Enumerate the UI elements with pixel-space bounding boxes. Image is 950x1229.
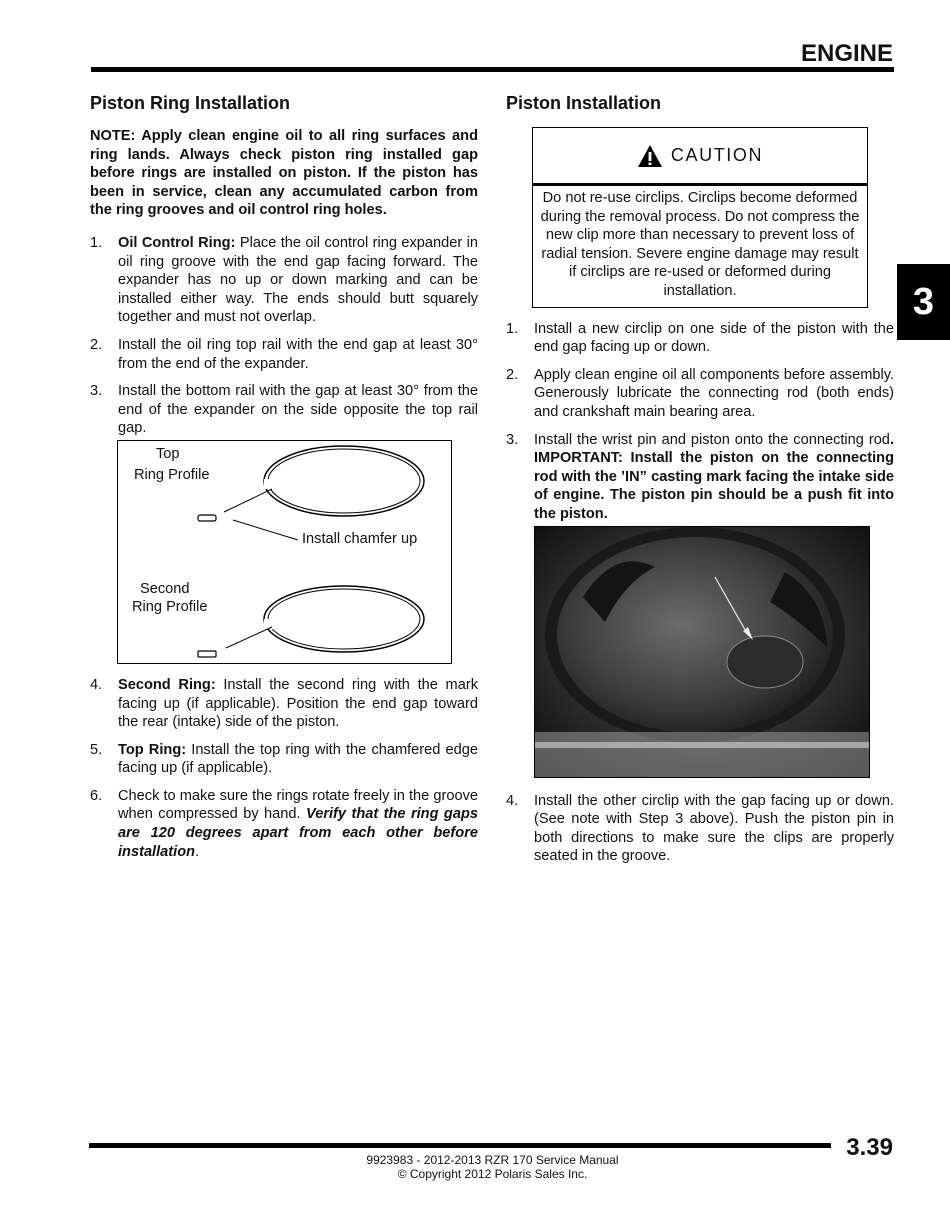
list-item: 4. Install the other circlip with the gap facing up or down. (See note with Step 3 above). Push the piston pin in both directions to make sure the clips are properly seated in the groove. — [506, 792, 894, 865]
header-rule — [91, 67, 894, 72]
footer — [200, 1153, 785, 1181]
note-paragraph: NOTE: Apply clean engine oil to all ring surfaces and ring lands. Always check piston ring installed gap before rings are installed on piston. If the piston has been in service, clean any accumulated carbon from the ring grooves and oil control ring holes. — [90, 128, 478, 219]
piston-steps-list — [506, 320, 894, 866]
list-item: 4. Second Ring: Install the second ring with the mark facing up (if applicable). Position the end gap toward the rear (intake) side of the piston. — [90, 676, 478, 731]
ring-profile-figure — [117, 440, 452, 664]
list-item: 2. Apply clean engine oil all components before assembly. Generously lubricate the connecting rod (both ends) and crankshaft main bearing area. — [506, 366, 894, 420]
footer-manual-line: 9923983 - 2012-2013 RZR 170 Service Manual — [366, 1153, 619, 1167]
caution-text: Do not re-use circlips. Circlips become deformed during the removal process. Do not compress the new clip more than necessary to prevent loss of radial tension. Severe engine damage may result if circlips are re-used or deformed during installation. — [540, 190, 860, 299]
page-number: 3.39 — [846, 1134, 893, 1161]
section-title: ENGINE — [800, 40, 893, 67]
top-label-line1: Top — [156, 445, 180, 462]
ring-steps-list-cont — [90, 676, 478, 861]
footer-copyright-line: © Copyright 2012 Polaris Sales Inc. — [397, 1167, 588, 1181]
right-column — [506, 92, 894, 875]
chapter-tab: 3 — [897, 264, 950, 340]
caution-title: CAUTION — [670, 145, 764, 166]
caution-box — [532, 127, 868, 308]
chamfer-label: Install chamfer up — [302, 530, 418, 547]
piston-install-heading: Piston Installation — [506, 93, 662, 113]
list-item: 3. Install the bottom rail with the gap at least 30° from the end of the expander on the side opposite the top rail gap. — [90, 383, 478, 437]
caution-header — [533, 128, 867, 186]
list-item: 1. Oil Control Ring: Place the oil control ring expander in oil ring groove with the end gap facing forward. The expander has no up or down marking and can be installed either way. The ends should butt squarely together and must not overlap. — [90, 234, 478, 326]
ring-steps-list — [90, 234, 478, 438]
warning-triangle-icon — [637, 144, 663, 168]
footer-rule — [89, 1143, 831, 1148]
top-label-line2: Ring Profile — [134, 466, 210, 483]
piston-photo — [534, 526, 870, 778]
piston-ring-heading: Piston Ring Installation — [90, 93, 291, 113]
list-item: 6. Check to make sure the rings rotate freely in the groove when compressed by hand. Verify that the ring gaps are 120 degrees apart from each other before installation. — [90, 787, 478, 860]
list-item: 2. Install the oil ring top rail with the end gap at least 30° from the end of the expander. — [90, 336, 478, 372]
second-label-line1: Second — [140, 580, 190, 597]
list-item: 5. Top Ring: Install the top ring with the chamfered edge facing up (if applicable). — [90, 741, 479, 777]
left-column — [90, 92, 478, 870]
list-item: 1. Install a new circlip on one side of the piston with the end gap facing up or down. — [506, 320, 894, 356]
second-label-line2: Ring Profile — [132, 598, 208, 615]
piston-image — [535, 527, 869, 777]
list-item: 3. Install the wrist pin and piston onto the connecting rod. IMPORTANT: Install the piston on the connecting rod with the ’IN” casting mark facing the intake side of engine. The piston pin should be a push fit into the piston. — [506, 431, 894, 778]
